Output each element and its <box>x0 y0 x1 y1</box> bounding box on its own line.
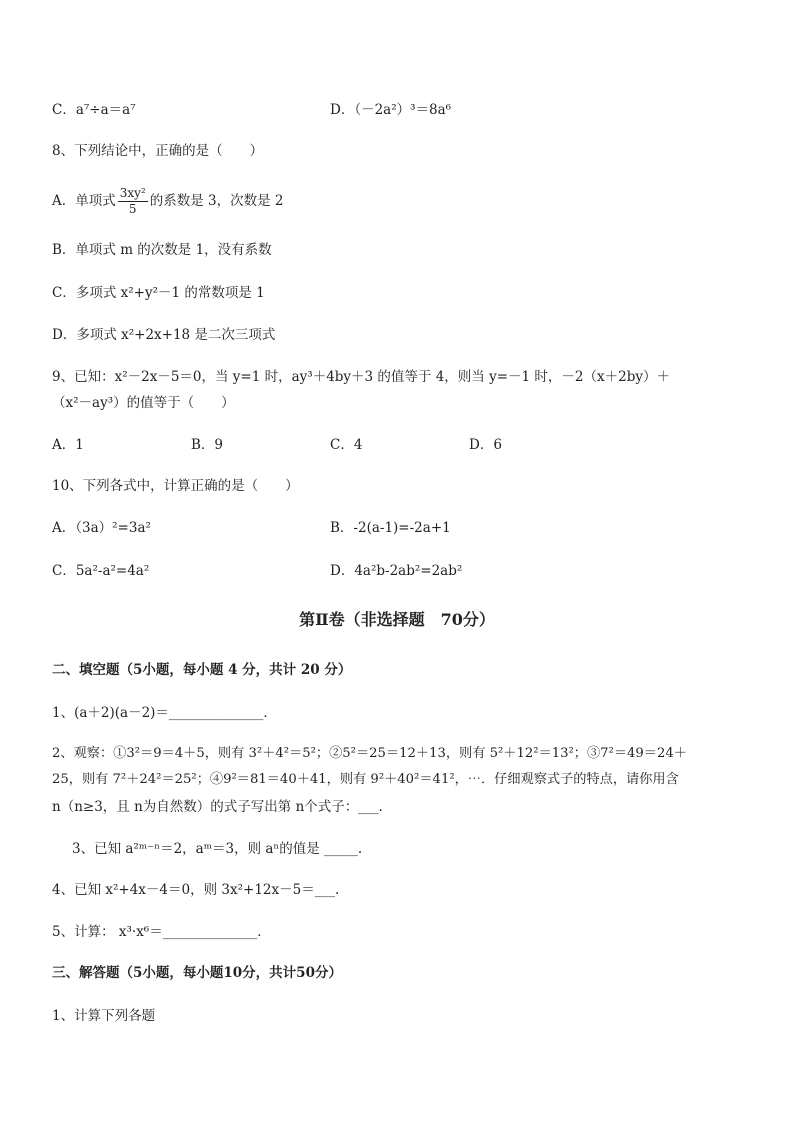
q8-fraction-denominator: 5 <box>128 202 137 216</box>
q10-stem: 10、下列各式中，计算正确的是（ ） <box>52 478 299 494</box>
q9-stem-line1: 9、已知：x²－2x－5＝0，当 y=1 时，ay³＋4by＋3 的值等于 4，则当 y=－1 时，－2（x＋2by）＋ <box>52 369 670 385</box>
q10-option-a: A．（3a）²=3a² <box>52 520 151 536</box>
q9-option-a: A．1 <box>52 437 84 453</box>
q9-option-c: C．4 <box>330 437 363 453</box>
q8-option-d: D．多项式 x²+2x+18 是二次三项式 <box>52 327 276 343</box>
q7-option-d: D．（－2a²）³＝8a⁶ <box>330 102 452 118</box>
fill-q3: 3、已知 a²ᵐ⁻ⁿ＝2，aᵐ＝3，则 aⁿ的值是 _____. <box>72 841 363 857</box>
q7-option-c: C．a⁷÷a＝a⁷ <box>52 102 136 118</box>
q8-fraction <box>118 186 148 217</box>
q8-option-a-suffix: 的系数是 3，次数是 2 <box>149 193 284 209</box>
fill-section-heading: 二、填空题（5小题，每小题 4 分，共计 20 分） <box>52 662 352 678</box>
q8-stem: 8、下列结论中，正确的是（ ） <box>52 143 264 159</box>
fill-q2-line1: 2、观察：①3²＝9＝4＋5，则有 3²＋4²＝5²；②5²＝25＝12＋13，则有 5²＋12²＝13²；③7²＝49＝24＋ <box>52 746 687 761</box>
q10-option-b: B．-2(a-1)=-2a+1 <box>330 520 451 536</box>
solve-q1: 1、计算下列各题 <box>52 1008 156 1024</box>
fill-q5: 5、计算： x³·x⁶＝______________． <box>52 924 271 940</box>
fill-q1: 1、(a＋2)(a－2)＝______________． <box>52 705 277 721</box>
q8-option-a <box>52 186 284 217</box>
q9-stem-line2: （x²－ay³）的值等于（ ） <box>52 395 235 411</box>
q8-option-a-prefix: A．单项式 <box>52 193 116 209</box>
fill-q2-line3: n（n≥3，且 n为自然数）的式子写出第 n个式子：___. <box>52 799 383 815</box>
q8-option-b: B．单项式 m 的次数是 1，没有系数 <box>52 242 272 258</box>
q10-option-c: C．5a²-a²=4a² <box>52 563 150 579</box>
part2-title: 第Ⅱ卷（非选择题 70分） <box>299 610 495 629</box>
q8-option-c: C．多项式 x²+y²－1 的常数项是 1 <box>52 285 265 301</box>
q8-fraction-numerator: 3xy² <box>119 186 146 200</box>
solve-section-heading: 三、解答题（5小题，每小题10分，共计50分） <box>52 965 342 981</box>
fill-q4: 4、已知 x²+4x－4＝0，则 3x²+12x－5＝___. <box>52 882 340 898</box>
fill-q2-line2: 25，则有 7²＋24²＝25²；④9²＝81＝40＋41，则有 9²＋40²＝41²，⋯．仔细观察式子的特点，请你用含 <box>52 772 679 787</box>
q9-option-b: B．9 <box>191 437 224 453</box>
q10-option-d: D．4a²b-2ab²=2ab² <box>330 563 463 579</box>
q9-option-d: D．6 <box>469 437 502 453</box>
